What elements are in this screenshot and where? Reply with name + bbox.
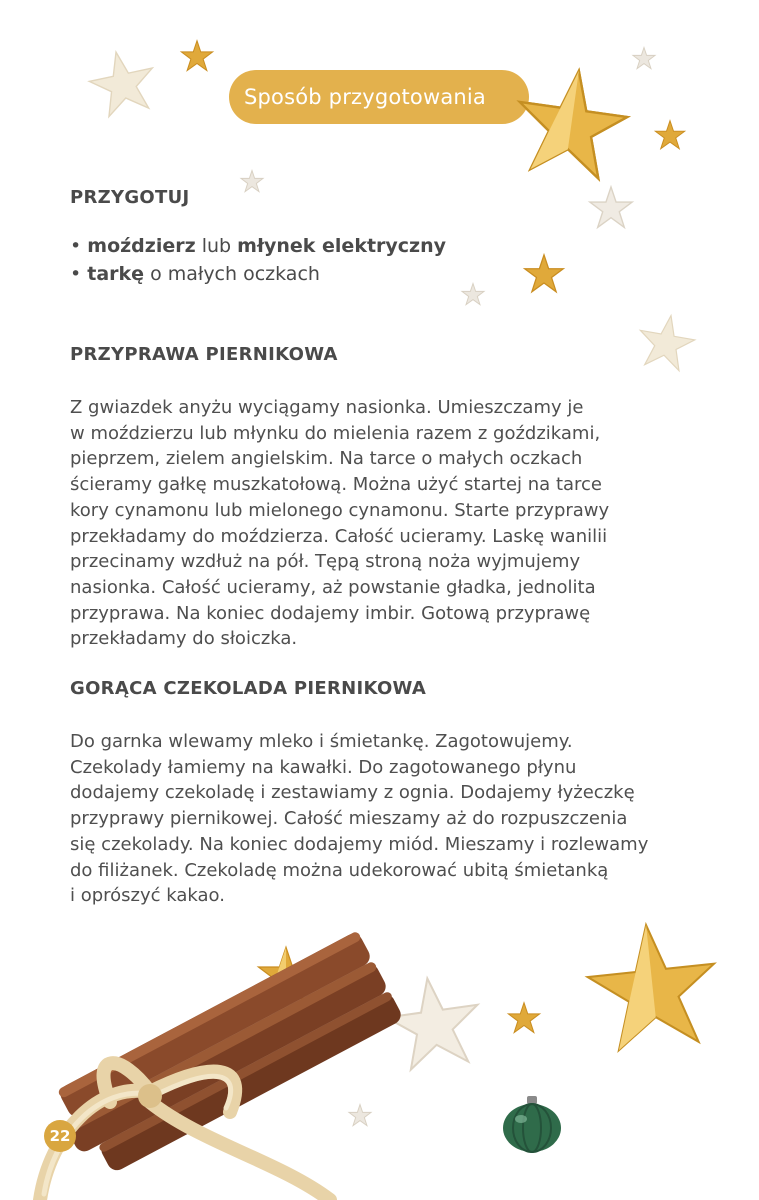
spice-heading: PRZYPRAWA PIERNIKOWA: [70, 344, 338, 365]
paragraph-line: przekładamy do słoiczka.: [70, 628, 298, 650]
paragraph-line: Czekolady łamiemy na kawałki. Do zagotowanego płynu: [70, 756, 577, 778]
gold-star-icon: [507, 1002, 541, 1036]
paragraph-line: do filiżanek. Czekoladę można udekorować ubitą śmietanką: [70, 859, 609, 881]
paragraph-line: nasionka. Całość ucieramy, aż powstanie gładka, jednolita: [70, 576, 596, 598]
paragraph-line: Z gwiazdek anyżu wyciągamy nasionka. Umieszczamy je: [70, 397, 584, 418]
paragraph-line: przyprawy piernikowej. Całość mieszamy aż do rozpuszczenia: [70, 808, 628, 830]
cream-star-icon: [636, 314, 696, 374]
list-item: • moździerz lub młynek elektryczny: [70, 235, 447, 257]
paragraph-line: się czekolady. Na koniec dodajemy miód. Mieszamy i rozlewamy: [70, 833, 649, 855]
cream-star-icon: [88, 50, 158, 120]
paragraph-line: przyprawa. Na koniec dodajemy imbir. Gotową przyprawę: [70, 602, 591, 624]
paragraph-line: w moździerzu lub młynku do mielenia razem z goździkami,: [70, 422, 601, 444]
chocolate-paragraph: [70, 729, 710, 909]
small-cream-star-icon: [461, 283, 485, 307]
small-cream-star-icon: [632, 47, 656, 71]
page-number: 22: [44, 1120, 76, 1152]
gold-star-large-icon: [584, 922, 722, 1060]
cream-star-icon: [588, 186, 634, 232]
paragraph-line: przecinamy wzdłuż na pół. Tępą stroną noża wyjmujemy: [70, 551, 581, 573]
gold-star-large-icon: [512, 68, 630, 186]
paragraph-line: kory cynamonu lub mielonego cynamonu. Starte przyprawy: [70, 499, 610, 521]
paragraph-line: dodajemy czekoladę i zestawiamy z ognia. Dodajemy łyżeczkę: [70, 782, 635, 804]
tools-list: [70, 232, 446, 288]
gold-star-icon: [523, 254, 565, 296]
small-cream-star-icon: [240, 170, 264, 194]
ornament-bauble-icon: [500, 1094, 564, 1156]
section-banner: [229, 70, 529, 124]
paragraph-line: przekładamy do moździerza. Całość ucieramy. Laskę wanilii: [70, 525, 608, 547]
chocolate-heading: GORĄCA CZEKOLADA PIERNIKOWA: [70, 678, 427, 699]
spice-paragraph: [70, 395, 710, 652]
banner-title: Sposób przygotowania: [243, 85, 487, 109]
list-item: • tarkę o małych oczkach: [70, 263, 320, 285]
paragraph-line: pieprzem, zielem angielskim. Na tarce o małych oczkach: [70, 448, 583, 470]
paragraph-line: i oprószyć kakao.: [70, 885, 225, 907]
paragraph-line: Do garnka wlewamy mleko i śmietankę. Zagotowujemy.: [70, 731, 573, 752]
gold-star-icon: [654, 120, 686, 152]
prepare-heading: PRZYGOTUJ: [70, 187, 190, 208]
paragraph-line: ścieramy gałkę muszkatołową. Można użyć startej na tarce: [70, 474, 603, 496]
gold-star-icon: [180, 40, 214, 74]
cinnamon-sticks-image: [0, 972, 430, 1200]
